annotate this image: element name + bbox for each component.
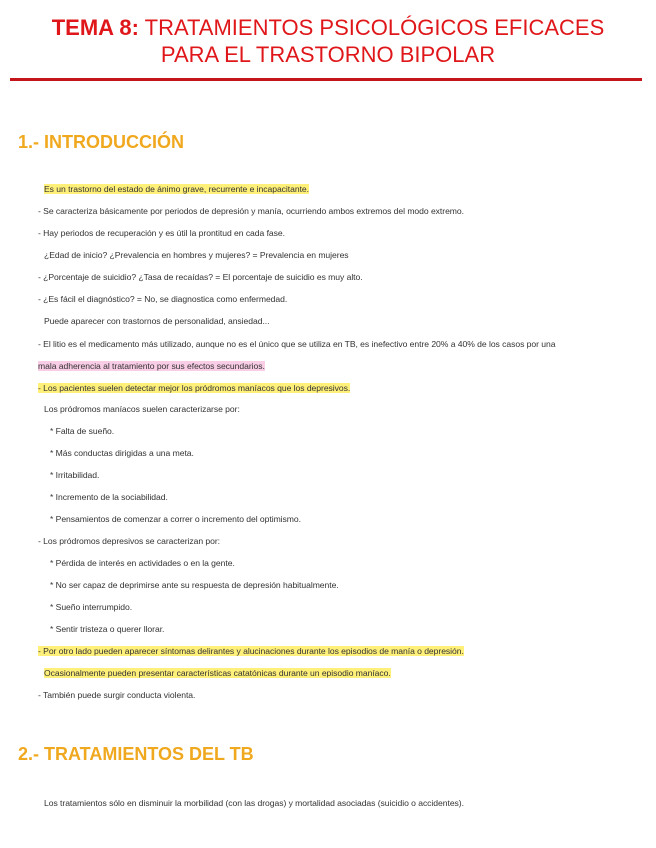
body-line: mala adherencia al tratamiento por sus efectos secundarios. (38, 361, 265, 371)
list-item: * No ser capaz de deprimirse ante su respuesta de depresión habitualmente. (50, 580, 339, 590)
body-line: - Por otro lado pueden aparecer síntomas delirantes y alucinaciones durante los episodios de manía o depresión. (38, 646, 464, 656)
body-line: - Hay periodos de recuperación y es útil la prontitud en cada fase. (38, 228, 285, 238)
body-line: - Los pacientes suelen detectar mejor los pródromos maníacos que los depresivos. (38, 383, 351, 393)
list-item: * Sentir tristeza o querer llorar. (50, 624, 165, 634)
title-line-2: PARA EL TRASTORNO BIPOLAR (160, 42, 496, 67)
title-number: TEMA 8: (51, 15, 139, 40)
body-line: - También puede surgir conducta violenta. (38, 690, 196, 700)
list-item: * Incremento de la sociabilidad. (50, 492, 168, 502)
body-line: Puede aparecer con trastornos de personalidad, ansiedad... (44, 316, 270, 326)
title-line-1 (0, 14, 656, 41)
title-text-1: TRATAMIENTOS PSICOLÓGICOS EFICACES (144, 15, 605, 40)
body-line: - El litio es el medicamento más utilizado, aunque no es el único que se utiliza en TB, es inefectivo entre 20% a 40% de los casos por una (38, 339, 556, 349)
body-line: Los pródromos maníacos suelen caracterizarse por: (44, 404, 240, 414)
body-line: - Se caracteriza básicamente por periodos de depresión y manía, ocurriendo ambos extremos del modo extremo. (38, 206, 464, 216)
body-line: ¿Edad de inicio? ¿Prevalencia en hombres y mujeres? = Prevalencia en mujeres (44, 250, 349, 260)
body-line: Ocasionalmente pueden presentar características catatónicas durante un episodio maníaco. (44, 668, 391, 678)
list-item: * Pérdida de interés en actividades o en la gente. (50, 558, 235, 568)
list-item: * Más conductas dirigidas a una meta. (50, 448, 194, 458)
body-line: Los tratamientos sólo en disminuir la morbilidad (con las drogas) y mortalidad asociadas (suicidio o accidentes). (44, 798, 464, 808)
body-line: - Los pródromos depresivos se caracterizan por: (38, 536, 221, 546)
list-item: * Irritabilidad. (50, 470, 100, 480)
body-line: Es un trastorno del estado de ánimo grave, recurrente e incapacitante. (44, 184, 309, 194)
body-line: - ¿Porcentaje de suicidio? ¿Tasa de recaídas? = El porcentaje de suicidio es muy alto. (38, 272, 363, 282)
section-heading-tratamientos: 2.- TRATAMIENTOS DEL TB (18, 744, 254, 764)
section-heading-introduccion: 1.- INTRODUCCIÓN (18, 132, 184, 152)
list-item: * Sueño interrumpido. (50, 602, 133, 612)
body-line: - ¿Es fácil el diagnóstico? = No, se diagnostica como enfermedad. (38, 294, 288, 304)
title-divider (10, 78, 642, 81)
list-item: * Falta de sueño. (50, 426, 115, 436)
list-item: * Pensamientos de comenzar a correr o incremento del optimismo. (50, 514, 301, 524)
